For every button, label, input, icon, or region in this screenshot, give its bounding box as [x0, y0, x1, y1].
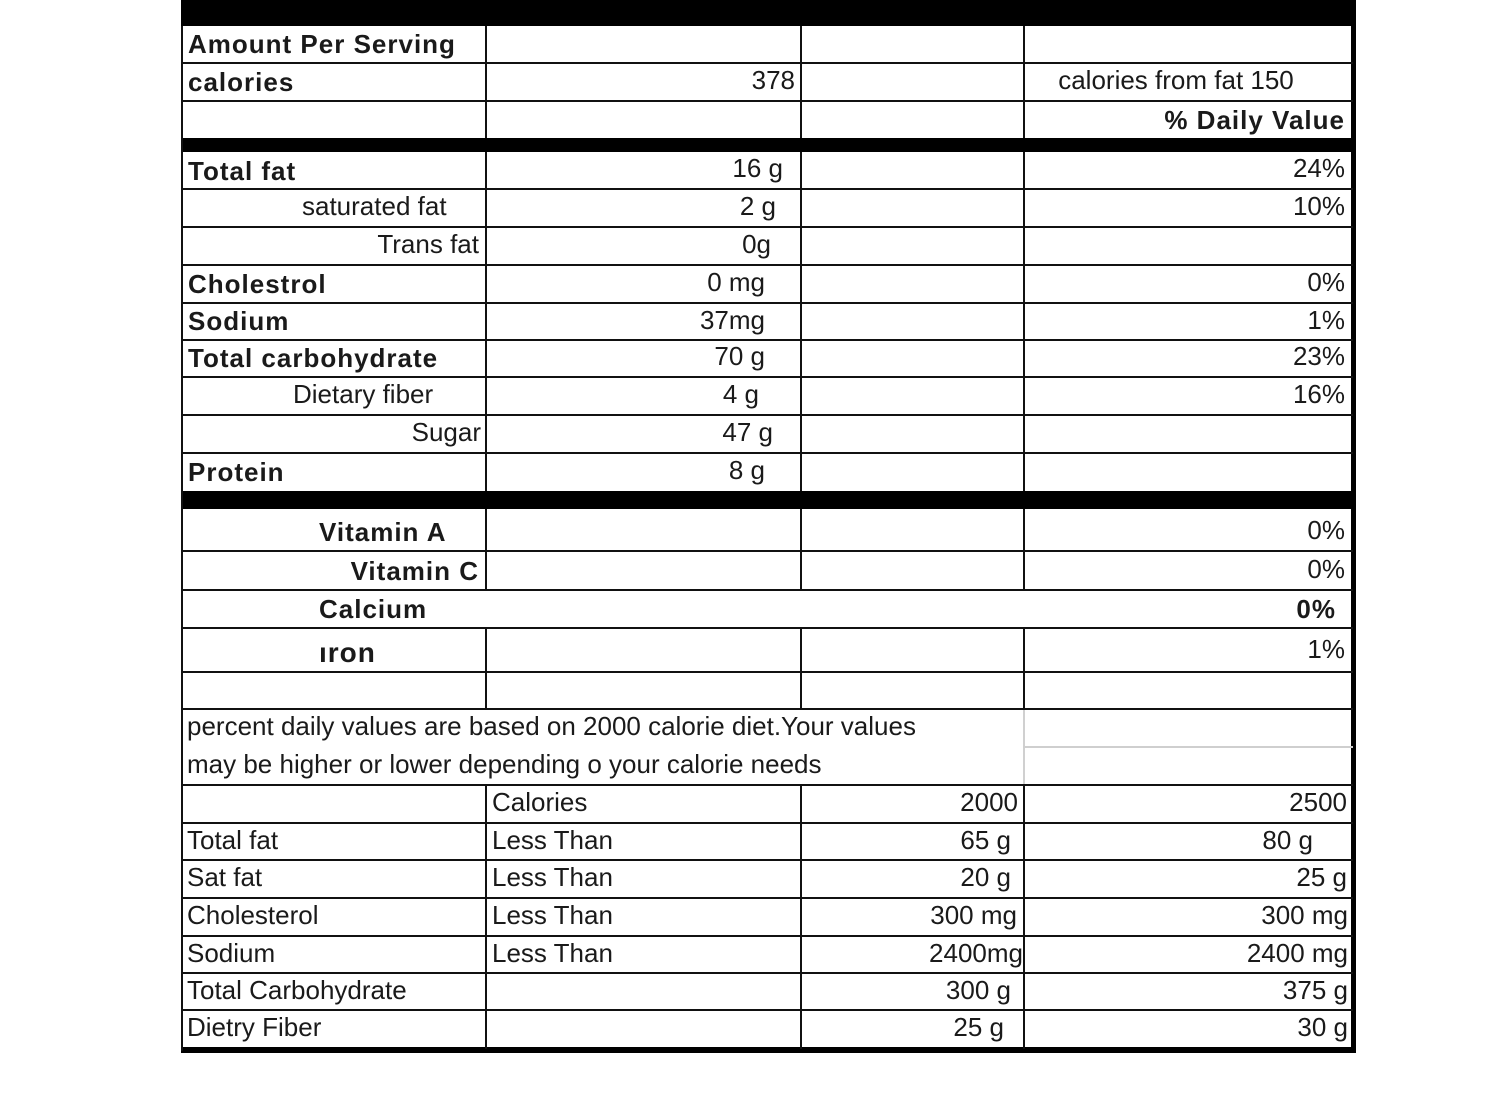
row-line — [181, 188, 1353, 190]
nutrient-dv: 0% — [1307, 267, 1345, 297]
daily-value-header: % Daily Value — [1164, 105, 1345, 135]
nutrient-amount: 0 mg — [707, 267, 765, 297]
row-line — [181, 671, 1353, 673]
row-line — [181, 589, 1353, 591]
vitamin-label-a: Vitamin A — [319, 517, 447, 547]
nutrient-dv: 23% — [1292, 341, 1345, 371]
row-line — [181, 550, 1353, 552]
ref-nutrient: Sodium — [187, 938, 276, 968]
row-line — [181, 822, 1353, 824]
ref-value-2000: 300 mg — [930, 900, 1017, 930]
thick-divider-vitamins — [181, 491, 1356, 509]
nutrient-dv: 24% — [1292, 153, 1345, 183]
row-line — [181, 339, 1353, 341]
mineral-label-iron: ıron — [319, 637, 376, 668]
ref-limit: Less Than — [492, 900, 613, 930]
ref-nutrient: Cholesterol — [187, 900, 319, 930]
col-line — [485, 509, 487, 589]
nutrient-amount: 0g — [742, 229, 771, 259]
nutrient-dv: 10% — [1292, 191, 1345, 221]
footnote-line-1: percent daily values are based on 2000 calorie diet.Your values — [187, 711, 916, 741]
row-line — [181, 302, 1353, 304]
row-line — [181, 708, 1353, 710]
ref-value-2500: 2400 mg — [1246, 938, 1348, 968]
row-line — [181, 62, 1353, 64]
nutrient-label-sodium: Sodium — [188, 306, 290, 336]
nutrient-dv: 16% — [1292, 379, 1345, 409]
amount-per-serving-label: Amount Per Serving — [188, 29, 456, 59]
nutrient-dv: 1% — [1307, 305, 1345, 335]
ref-nutrient: Total Carbohydrate — [187, 975, 407, 1005]
row-line — [181, 414, 1353, 416]
nutrition-facts-label — [181, 0, 1356, 1053]
mineral-label-calcium: Calcium — [319, 594, 428, 624]
ref-value-2500: 375 g — [1282, 975, 1348, 1005]
mineral-dv: 0% — [1296, 594, 1336, 624]
col-line — [800, 509, 802, 589]
nutrient-label-sugar: Sugar — [411, 417, 481, 447]
nutrient-amount: 37mg — [699, 305, 765, 335]
ref-limit: Less Than — [492, 825, 613, 855]
mineral-dv: 1% — [1307, 634, 1345, 664]
ref-header-2500: 2500 — [1289, 787, 1347, 817]
row-line — [181, 1009, 1353, 1011]
calories-value: 378 — [751, 65, 795, 95]
thick-divider-nutrients — [181, 138, 1356, 152]
footnote-line-2: may be higher or lower depending o your calorie needs — [187, 749, 822, 779]
nutrient-label-dietary-fiber: Dietary fiber — [293, 379, 434, 409]
calories-label: calories — [188, 67, 295, 97]
ref-limit: Less Than — [492, 862, 613, 892]
row-line — [181, 859, 1353, 861]
nutrient-amount: 70 g — [714, 341, 765, 371]
right-border — [1351, 0, 1356, 1053]
nutrient-amount: 47 g — [722, 417, 773, 447]
row-line — [181, 452, 1353, 454]
nutrient-label-total-fat: Total fat — [188, 156, 297, 186]
col-line — [800, 152, 802, 491]
ref-value-2500: 300 mg — [1261, 900, 1348, 930]
ref-value-2500: 25 g — [1296, 862, 1347, 892]
bottom-border — [181, 1047, 1356, 1053]
ref-nutrient: Sat fat — [187, 862, 263, 892]
row-line — [181, 972, 1353, 974]
col-line — [485, 627, 487, 708]
row-line — [181, 935, 1353, 937]
row-line — [181, 376, 1353, 378]
vitamin-label-c: Vitamin C — [350, 556, 479, 586]
ref-value-2000: 20 g — [960, 862, 1011, 892]
ref-value-2000: 25 g — [953, 1012, 1004, 1042]
nutrient-label-total-carbohydrate: Total carbohydrate — [188, 343, 439, 373]
nutrient-amount: 4 g — [722, 379, 759, 409]
row-line — [181, 264, 1353, 266]
row-line — [181, 226, 1353, 228]
calories-from-fat: calories from fat 150 — [1058, 65, 1294, 95]
ref-nutrient: Dietry Fiber — [187, 1012, 322, 1042]
vitamin-dv: 0% — [1307, 515, 1345, 545]
vitamin-dv: 0% — [1307, 554, 1345, 584]
nutrient-amount: 8 g — [728, 455, 765, 485]
ref-limit: Less Than — [492, 938, 613, 968]
nutrient-label-cholestrol: Cholestrol — [188, 269, 327, 299]
nutrient-amount: 2 g — [739, 191, 776, 221]
col-line — [800, 26, 802, 138]
row-line — [181, 100, 1353, 102]
ref-header-calories: Calories — [492, 787, 588, 817]
nutrient-amount: 16 g — [732, 153, 783, 183]
row-line — [1023, 746, 1353, 748]
nutrient-label-protein: Protein — [188, 457, 285, 487]
ref-header-2000: 2000 — [960, 787, 1018, 817]
nutrient-label-saturated-fat: saturated fat — [302, 191, 447, 221]
row-line — [181, 627, 1353, 629]
ref-value-2500: 30 g — [1297, 1012, 1348, 1042]
col-line — [800, 627, 802, 708]
row-line — [181, 897, 1353, 899]
nutrient-label-trans-fat: Trans fat — [377, 229, 479, 259]
ref-value-2000: 65 g — [960, 825, 1011, 855]
ref-value-2500: 80 g — [1262, 825, 1313, 855]
ref-value-2000: 300 g — [945, 975, 1011, 1005]
ref-nutrient: Total fat — [187, 825, 279, 855]
top-black-bar — [181, 0, 1356, 26]
ref-value-2000: 2400mg — [929, 938, 1023, 968]
row-line — [181, 784, 1353, 786]
